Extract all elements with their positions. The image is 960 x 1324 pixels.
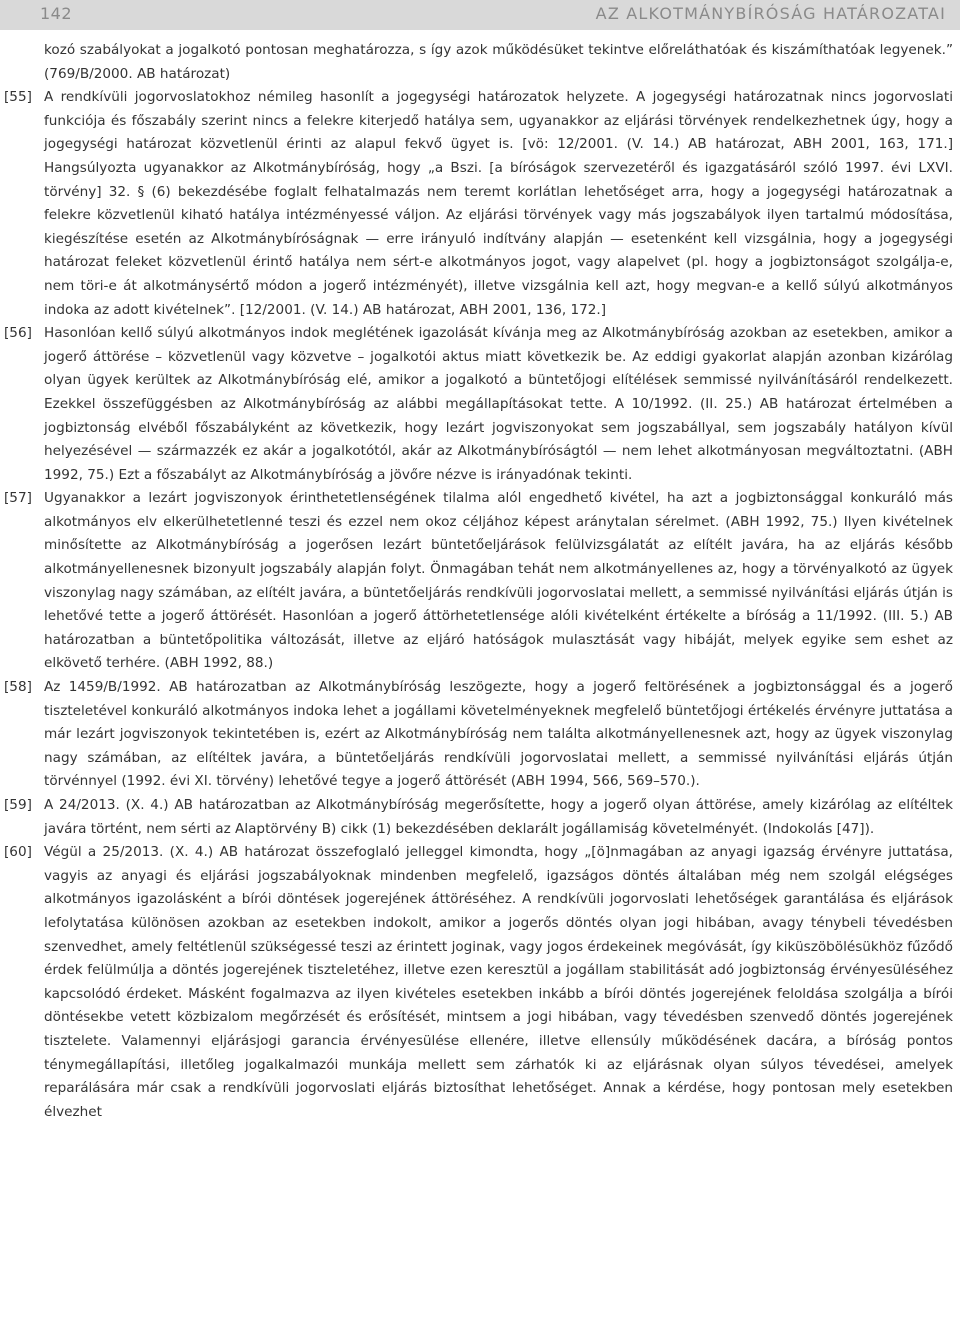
paragraph-text: Az 1459/B/1992. AB határozatban az Alkotmánybíróság leszögezte, hogy a jogerő feltörésének a jogbiztonsággal és a jogerő tiszteletével konkuráló alkotmányos indoka lehet a jogállami követelményeknek megfelelő büntetőjogi értékelés érvényre juttatása a már lezárt jogviszonyok tekintetében is, ezért az Alkotmánybíróság nem találta alkotmányellenesnek azt, hogy az ügyek viszonylag nagy számában, az elítéltek javára, a büntetőeljárás rendkívüli jogorvoslatai mellett, a semmissé nyilvánítási eljárás útján törvénnyel (1992. évi XI. törvény) lehetővé tegye a jogerő áttörését (ABH 1994, 566, 569–570.). [44, 679, 953, 790]
paragraph-text: Hasonlóan kellő súlyú alkotmányos indok meglétének igazolását kívánja meg az Alkotmánybíróság azokban az esetekben, amikor a jogerő áttörése – közvetlenül vagy közvetve – jogalkotói aktus miatt következik be. Az eddigi gyakorlat alapján azonban kizárólag olyan ügyek kerültek az Alkotmánybíróság elé, amikor a jogalkotó a büntetőjogi elítélések semmissé nyilvánításáról rendelkezett. Ezekkel összefüggésben az Alkotmánybíróság az alábbi megállapításokat tette. A 10/1992. (II. 25.) AB határozat értelmében a jogbiztonság elvéből főszabályként az következik, hogy lezárt jogviszonyokat sem jogszabállyal, sem jogszabály hatályon kívül helyezésével — származzék ez akár a jogalkotótól, akár az Alkotmánybíróságtól — nem lehet alkotmányosan megváltoztatni. (ABH 1992, 75.) Ezt a főszabályt az Alkotmánybíróság a jövőre nézve is irányadónak tekinti. [44, 325, 953, 483]
paragraph-58 [0, 676, 960, 794]
paragraph-text: A 24/2013. (X. 4.) AB határozatban az Alkotmánybíróság megerősítette, hogy a jogerő olyan áttörése, amely kizárólag az elítéltek javára történt, nem sérti az Alaptörvény B) cikk (1) bekezdésében deklarált jogállamiság követelményét. (Indokolás [47]). [44, 797, 953, 837]
paragraph-number: [57] [4, 490, 32, 507]
paragraph-number: [56] [4, 325, 32, 342]
page-body [0, 39, 960, 1124]
paragraph-number: [58] [4, 679, 32, 696]
continued-paragraph [0, 39, 960, 86]
page-header [0, 0, 960, 30]
running-head: AZ ALKOTMÁNYBÍRÓSÁG HATÁROZATAI [595, 4, 946, 23]
paragraph-text: Végül a 25/2013. (X. 4.) AB határozat összefoglaló jelleggel kimondta, hogy „[ö]nmagában az anyagi igazság érvényre juttatása, vagyis az anyagi és eljárási jogszabályoknak mindenben megfelelő, igazságos döntés általában még nem szolgál elégséges alkotmányos igazolásként a bírói döntések jogerejének áttöréséhez. A rendkívüli jogorvoslati lehetőségek garantálása és eljárások lefolytatása különösen azokban az esetekben indokolt, amikor a jogerős döntés olyan jogi hibában, avagy ténybeli tévedésben szenvedhet, amely feltétlenül szükségessé teszi az érintett joginak, vagy jogos érdekeinek megóvását, így kiküszöbölésükhöz fűződő érdek felülmúlja a döntés jogerejének tiszteletéhez, illetve ezen keresztül a jogállam stabilitását adó jogbiztonság érvényesüléséhez kapcsolódó érdeket. Másként fogalmazva az ilyen kivételes esetekben inkább a bírói döntés jogerejének feloldása szolgálja a bírói döntésekbe vetett közbizalom megőrzését és erősítését, mintsem a jogi hibában, vagy tévedésben szenvedő döntés jogerejének tisztelete. Valamennyi eljárásjogi garancia érvényesülése ellenére, illetve ellensúly működésének dacára, a bíróság pontos ténymegállapítási, illetőleg jogalkalmazói munkája mellett sem zárhatók ki az eljárásnak olyan súlyos tévedései, amelyek reparálására már csak a rendkívüli jogorvoslati eljárás biztosíthat lehetőséget. Annak a kérdése, hogy pontosan mely esetekben élvezhet [44, 844, 953, 1120]
paragraph-number: [59] [4, 797, 32, 813]
paragraph-60 [0, 841, 960, 1124]
paragraph-text: A rendkívüli jogorvoslatokhoz némileg hasonlít a jogegységi határozatok helyzete. A jogegységi határozatnak nincs jogorvoslati funkciója és főszabály szerint nincs a felekre kiterjedő hatálya sem, ugyanakkor az eljárási törvények rendelkezhetnek úgy, hogy a jogegységi határozat közvetlenül érinti az alapul fekvő ügyet is. [vö: 12/2001. (V. 14.) AB határozat, ABH 2001, 163, 171.] Hangsúlyozta ugyanakkor az Alkotmánybíróság, hogy „a Bszi. [a bíróságok szervezetéről és igazgatásáról szóló 1997. évi LXVI. törvény] 32. § (6) bekezdésébe foglalt felhatalmazás nem teremt korlátlan lehetőséget arra, hogy a jogegységi határozatnak a felekre közvetlenül kiható hatálya intézményessé váljon. Az eljárási törvények vagy más jogszabályok ilyen tartalmú módosítása, kiegészítése esetén az Alkotmánybíróságnak — erre irányuló indítvány alapján — esetenként kell vizsgálnia, hogy a jogegységi határozat feleket közvetlenül érintő hatálya nem sért-e alkotmányos jogot, vagy alapelvet (pl. hogy a jogbiztonságot szolgálja-e, nem töri-e át alkotmánysértő módon a jogerő intézményét), illetve vizsgálnia kell azt, hogy megvan-e a kellő súlyú alkotmányos indoka az adott kivételnek”. [12/2001. (V. 14.) AB határozat, ABH 2001, 136, 172.] [44, 89, 953, 318]
paragraph-number: [60] [4, 844, 32, 861]
paragraph-number: [55] [4, 89, 32, 106]
paragraph-text: Ugyanakkor a lezárt jogviszonyok érinthetetlenségének tilalma alól engedhető kivétel, ha azt a jogbiztonsággal konkuráló más alkotmányos elv elkerülhetetlenné teszi és ezzel nem okoz céljához képest aránytalan sérelmet. (ABH 1992, 75.) Ilyen kivételnek minősítette az Alkotmánybíróság a jogerősen lezárt büntetőeljárások felülvizsgálatát az elítélt javára, ha az eljárás később alkotmányellenesnek bizonyult jogszabály alapján folyt. Önmagában tehát nem alkotmányellenes az, hogy a törvényalkotó az ügyek viszonylag nagy számában, az elítélt javára, a büntetőeljárás rendkívüli jogorvoslatai mellett, a semmissé nyilvánítási eljárás útján is lehetővé tette a jogerő áttörését. Hasonlóan a jogerő áttörhetetlensége alóli kivételként értékelte a bíróság a 11/1992. (III. 5.) AB határozatban a büntetőpolitika változását, illetve az eljáró hatóságok mulasztását vagy hibáját, melyek egyike sem eshet az elkövető terhére. (ABH 1992, 88.) [44, 490, 953, 672]
paragraph-59 [0, 794, 960, 841]
paragraph-55 [0, 86, 960, 322]
page-number: 142 [40, 4, 73, 23]
paragraph-57 [0, 487, 960, 676]
paragraph-text: kozó szabályokat a jogalkotó pontosan meghatározza, s így azok működésüket tekintve előreláthatóak és kiszámíthatóak legyenek.” (769/B/2000. AB határozat) [44, 42, 953, 82]
paragraph-56 [0, 322, 960, 487]
